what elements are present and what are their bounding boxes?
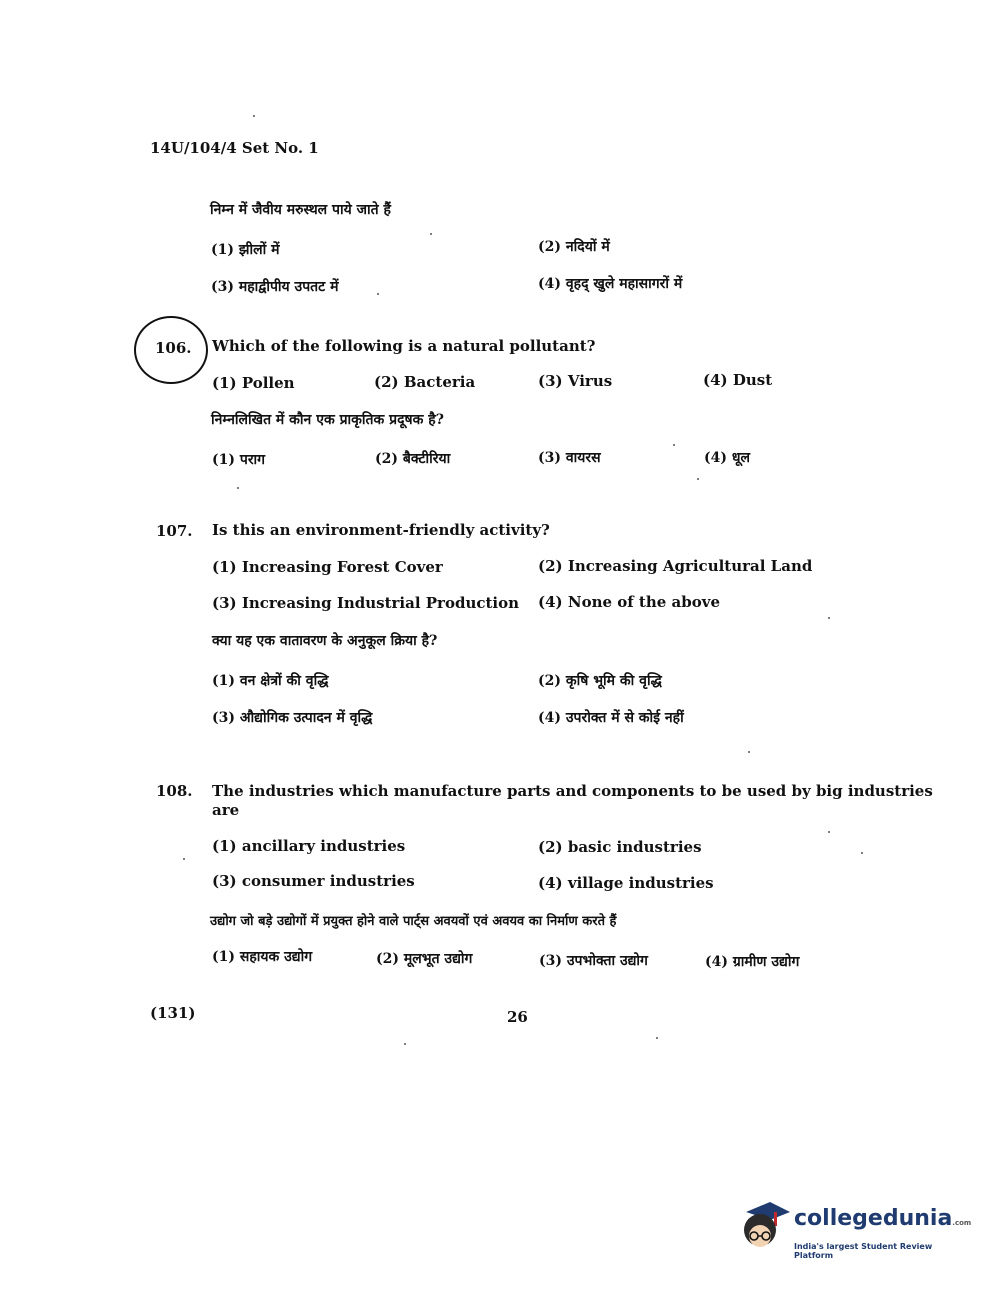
exam-code: 14U/104/4 Set No. 1 bbox=[150, 139, 319, 157]
scan-speck bbox=[656, 1037, 658, 1039]
scan-speck bbox=[377, 293, 379, 295]
scan-speck bbox=[828, 831, 830, 833]
q108-hindi-option-4: (4) ग्रामीण उद्योग bbox=[705, 954, 800, 970]
page-number: 26 bbox=[507, 1008, 528, 1026]
q108-hindi-option-1: (1) सहायक उद्योग bbox=[212, 949, 313, 965]
q105-hindi-option-4: (4) वृहद् खुले महासागरों में bbox=[538, 276, 683, 292]
scan-speck bbox=[673, 444, 675, 446]
q106-option-3: (3) Virus bbox=[538, 372, 613, 390]
q107-option-3: (3) Increasing Industrial Production bbox=[212, 594, 520, 612]
scan-speck bbox=[828, 617, 830, 619]
q107-number: 107. bbox=[156, 522, 193, 540]
mascot-icon bbox=[736, 1198, 792, 1258]
q107-option-4: (4) None of the above bbox=[538, 593, 720, 611]
q106-hindi-option-3: (3) वायरस bbox=[538, 450, 601, 466]
q108-question-line1: The industries which manufacture parts and components to be used by big industries bbox=[212, 782, 933, 800]
collegedunia-logo bbox=[736, 1198, 972, 1262]
q106-hindi-option-4: (4) धूल bbox=[704, 450, 750, 466]
q108-option-3: (3) consumer industries bbox=[212, 872, 415, 890]
scan-speck bbox=[430, 233, 432, 235]
q106-hindi-option-1: (1) पराग bbox=[212, 452, 266, 468]
q107-hindi-option-3: (3) औद्योगिक उत्पादन में वृद्धि bbox=[212, 710, 373, 726]
q108-option-2: (2) basic industries bbox=[538, 838, 702, 856]
q107-option-2: (2) Increasing Agricultural Land bbox=[538, 557, 813, 575]
q108-number: 108. bbox=[156, 782, 193, 800]
scan-speck bbox=[237, 487, 239, 489]
q108-hindi-option-2: (2) मूलभूत उद्योग bbox=[376, 951, 473, 967]
q107-hindi-option-4: (4) उपरोक्त में से कोई नहीं bbox=[538, 710, 684, 726]
q107-question: Is this an environment-friendly activity? bbox=[212, 521, 550, 539]
q108-option-4: (4) village industries bbox=[538, 874, 714, 892]
q107-hindi-option-2: (2) कृषि भूमि की वृद्धि bbox=[538, 673, 662, 689]
q106-number: 106. bbox=[155, 339, 192, 357]
q105-hindi-option-3: (3) महाद्वीपीय उपतट में bbox=[211, 279, 339, 295]
scan-speck bbox=[697, 478, 699, 480]
q106-option-1: (1) Pollen bbox=[212, 374, 295, 392]
logo-name: collegedunia bbox=[794, 1206, 953, 1231]
q105-hindi-question: निम्न में जैवीय मरुस्थल पाये जाते हैं bbox=[210, 202, 391, 218]
q106-hindi-option-2: (2) बैक्टीरिया bbox=[375, 451, 451, 467]
q107-hindi-option-1: (1) वन क्षेत्रों की वृद्धि bbox=[212, 673, 329, 689]
q108-option-1: (1) ancillary industries bbox=[212, 837, 406, 855]
q105-hindi-option-2: (2) नदियों में bbox=[538, 239, 610, 255]
scan-speck bbox=[404, 1043, 406, 1045]
logo-suffix: .com bbox=[952, 1219, 972, 1227]
footer-code: (131) bbox=[150, 1004, 196, 1022]
scan-speck bbox=[183, 858, 185, 860]
q106-question: Which of the following is a natural pollutant? bbox=[212, 337, 596, 355]
q105-hindi-option-1: (1) झीलों में bbox=[211, 242, 280, 258]
scan-speck bbox=[861, 852, 863, 854]
q108-hindi-option-3: (3) उपभोक्ता उद्योग bbox=[539, 953, 648, 969]
q106-hindi-question: निम्नलिखित में कौन एक प्राकृतिक प्रदूषक है? bbox=[211, 412, 444, 428]
q106-option-2: (2) Bacteria bbox=[374, 373, 476, 391]
q106-option-4: (4) Dust bbox=[703, 371, 773, 389]
scan-speck bbox=[748, 751, 750, 753]
scan-speck bbox=[253, 115, 255, 117]
q108-question-line2: are bbox=[212, 801, 240, 819]
q107-option-1: (1) Increasing Forest Cover bbox=[212, 558, 443, 576]
q108-hindi-question: उद्योग जो बड़े उद्योगों में प्रयुक्त होने वाले पार्ट्स अवयवों एवं अवयव का निर्माण करते हैं bbox=[210, 914, 617, 929]
logo-tagline: India's largest Student Review Platform bbox=[794, 1242, 933, 1260]
q107-hindi-question: क्या यह एक वातावरण के अनुकूल क्रिया है? bbox=[212, 633, 438, 649]
